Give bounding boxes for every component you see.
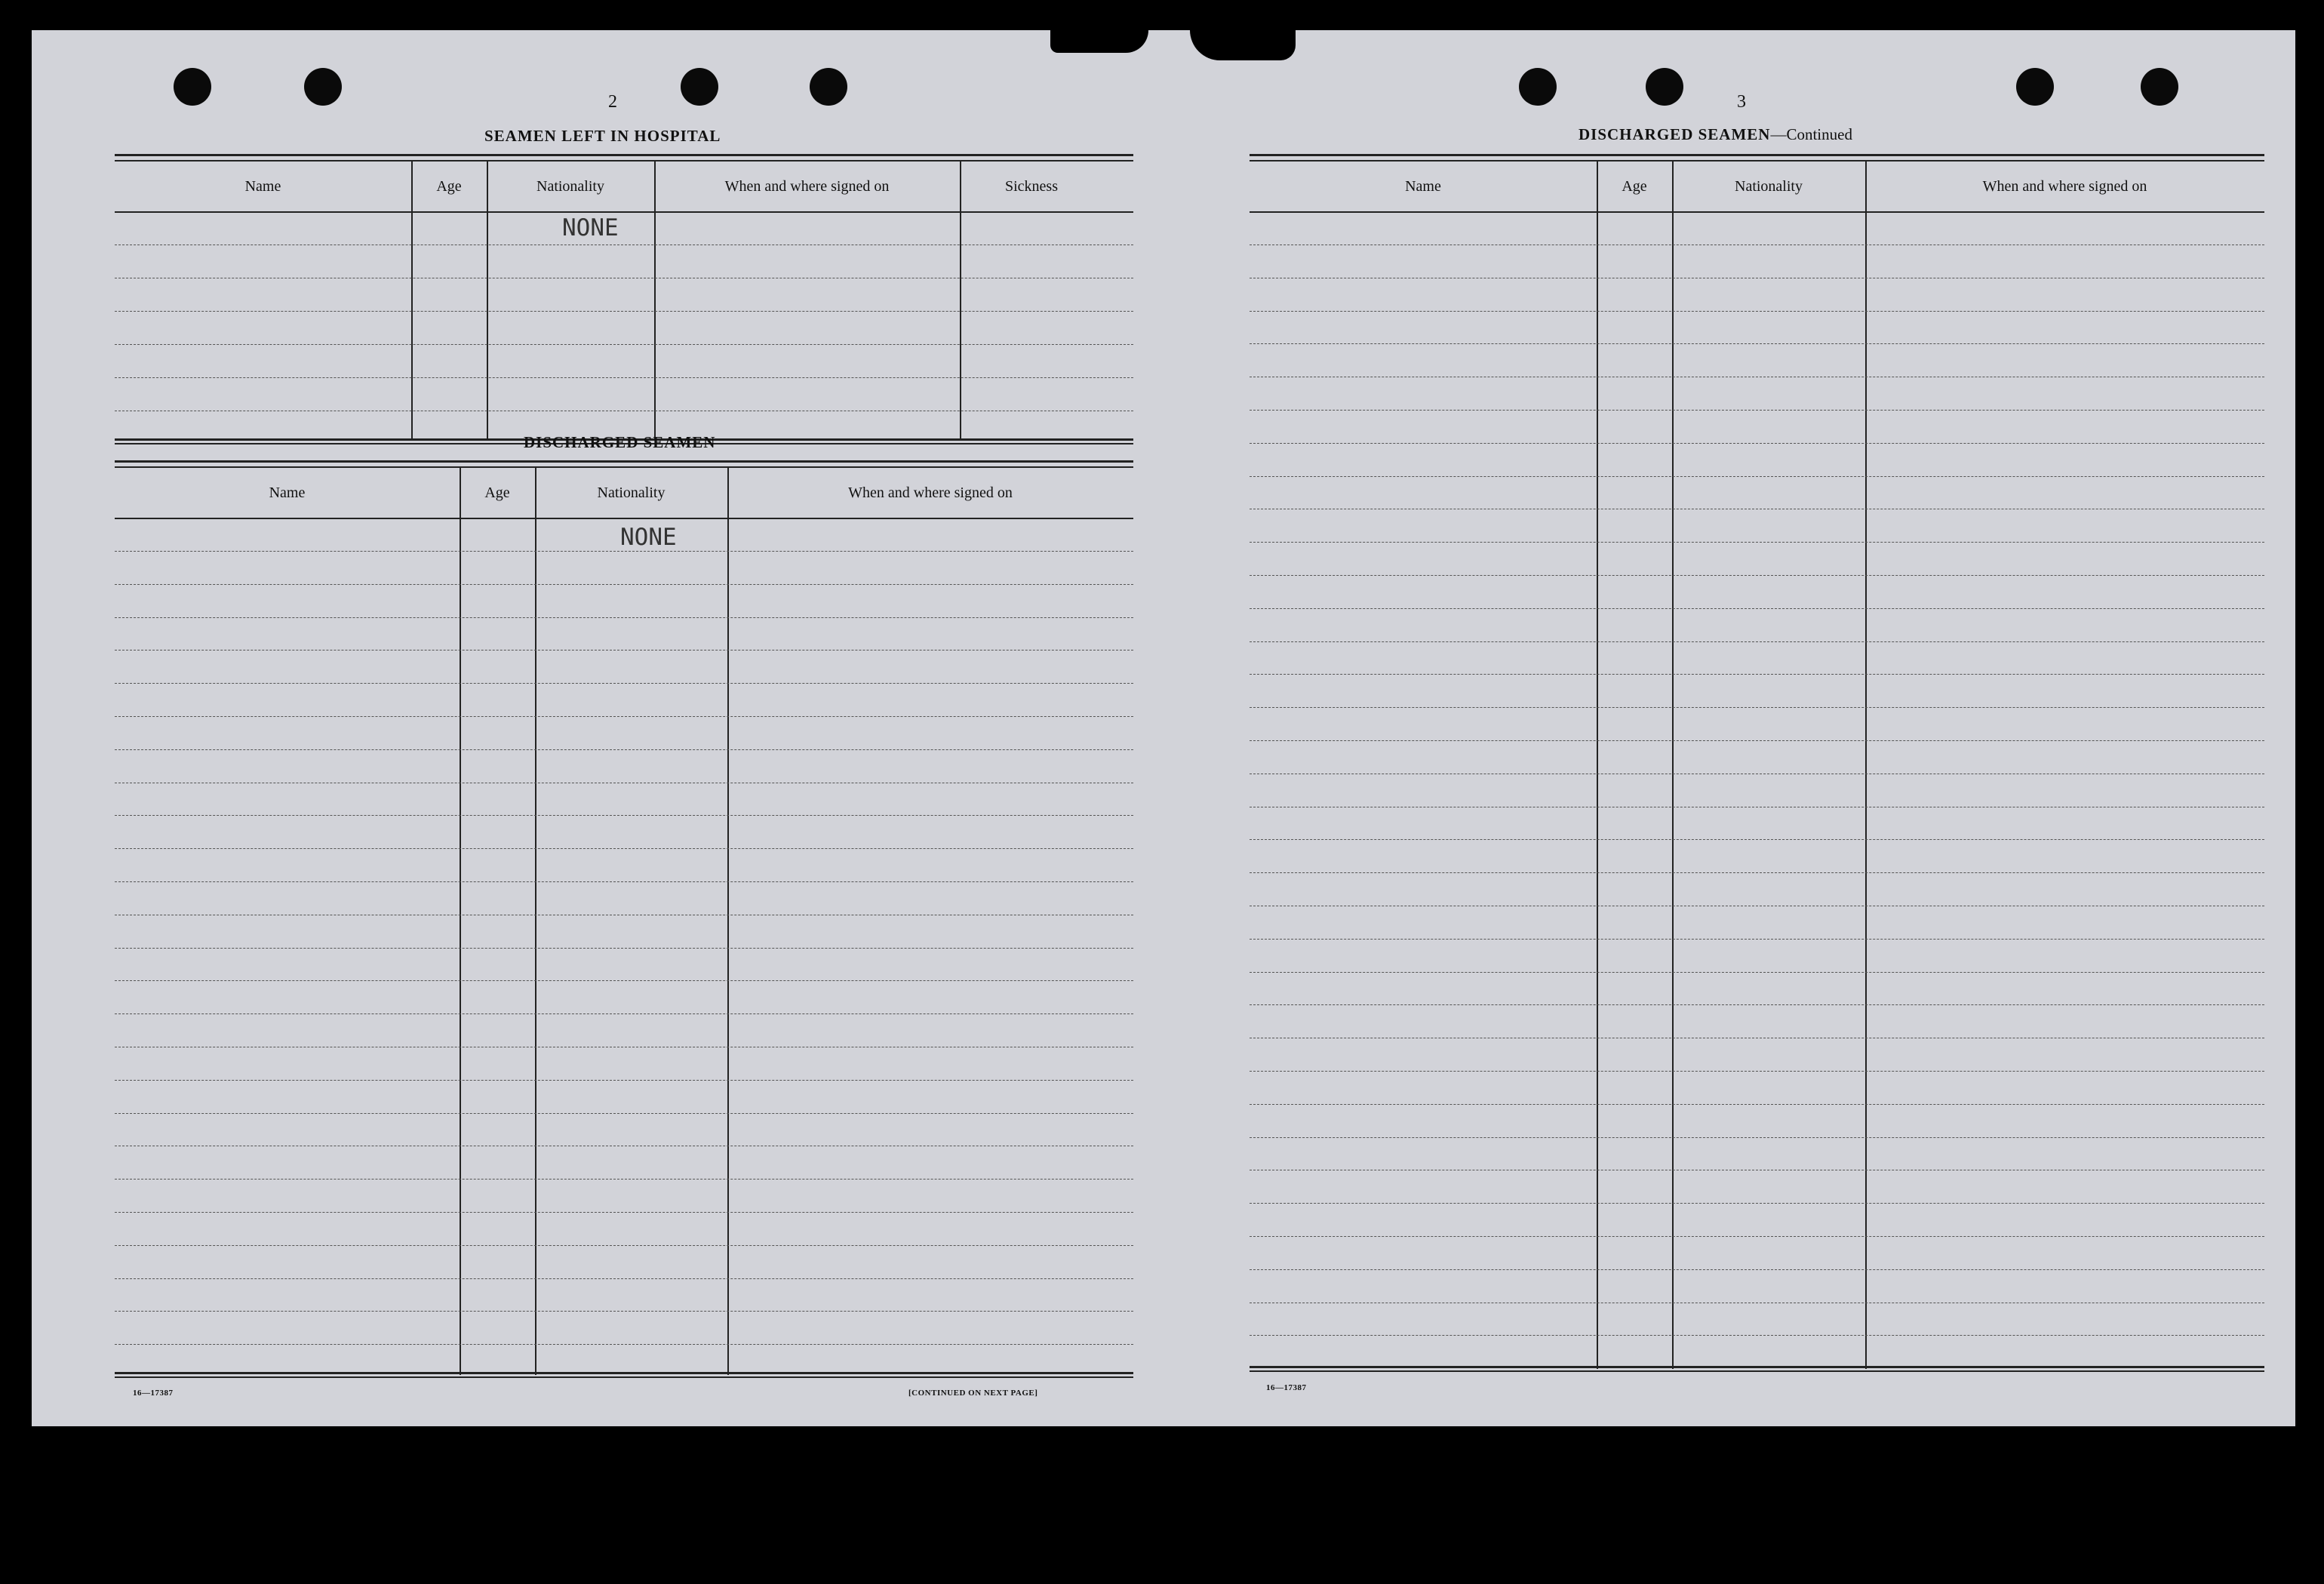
col-header-age: Age — [436, 177, 462, 195]
form-code-left: 16—17387 — [133, 1389, 174, 1398]
punch-hole — [1646, 68, 1683, 106]
entry-row-line — [115, 1278, 1133, 1279]
entry-row-line — [115, 1179, 1133, 1180]
punch-hole — [681, 68, 718, 106]
entry-row-line — [115, 848, 1133, 849]
entry-row-line — [1250, 972, 2264, 973]
entry-row-line — [115, 980, 1133, 981]
entry-row-line — [1250, 343, 2264, 344]
discharged-continued-title — [1579, 125, 1852, 144]
bottom-rule — [1250, 1366, 2264, 1368]
column-divider — [960, 161, 961, 439]
header-rule — [1250, 211, 2264, 213]
column-divider — [460, 468, 461, 1375]
entry-row-line — [115, 683, 1133, 684]
entry-row-line — [115, 1013, 1133, 1014]
entry-row-line — [1250, 674, 2264, 675]
col-header-nationality: Nationality — [1735, 177, 1803, 195]
entry-row-line — [115, 1245, 1133, 1246]
col-header-age: Age — [484, 484, 510, 501]
entry-row-line — [1250, 839, 2264, 840]
page-number-right: 3 — [1737, 92, 1746, 112]
entry-row-line — [1250, 1335, 2264, 1336]
entry-row-line — [1250, 1104, 2264, 1105]
entry-row-line — [115, 617, 1133, 618]
column-divider — [654, 161, 656, 439]
entry-row-line — [1250, 575, 2264, 576]
page-number-left: 2 — [608, 92, 617, 112]
punch-hole — [1519, 68, 1557, 106]
hospital-table — [115, 154, 1133, 444]
top-double-rule — [1250, 154, 2264, 156]
col-header-name: Name — [244, 177, 281, 195]
entry-row-line — [1250, 1137, 2264, 1138]
entry-row-line — [1250, 1203, 2264, 1204]
entry-row-line — [1250, 1269, 2264, 1270]
entry-row-line — [115, 749, 1133, 750]
punch-hole — [2141, 68, 2178, 106]
col-header-signed-on: When and where signed on — [724, 177, 890, 195]
bottom-rule — [1250, 1370, 2264, 1372]
entry-row-line — [115, 881, 1133, 882]
bottom-rule — [115, 1376, 1133, 1378]
torn-edge — [1050, 27, 1148, 53]
entry-row-line — [1250, 740, 2264, 741]
typed-entry-none: NONE — [562, 214, 619, 241]
punch-hole — [174, 68, 211, 106]
entry-row-line — [1250, 641, 2264, 642]
entry-row-line — [115, 551, 1133, 552]
entry-row-line — [115, 1113, 1133, 1114]
top-double-rule — [115, 154, 1133, 156]
entry-row-line — [115, 344, 1133, 345]
column-divider — [727, 468, 729, 1375]
punch-hole — [304, 68, 342, 106]
entry-row-line — [1250, 1236, 2264, 1237]
title-main: DISCHARGED SEAMEN — [1579, 125, 1771, 143]
col-header-age: Age — [1622, 177, 1647, 195]
column-divider — [1865, 161, 1867, 1369]
col-header-name: Name — [1405, 177, 1441, 195]
entry-row-line — [115, 716, 1133, 717]
entry-row-line — [115, 1311, 1133, 1312]
header-rule — [115, 518, 1133, 519]
col-header-nationality: Nationality — [536, 177, 604, 195]
column-divider — [535, 468, 536, 1375]
bottom-rule — [115, 1372, 1133, 1374]
discharged-title: DISCHARGED SEAMEN — [524, 433, 716, 451]
entry-row-line — [115, 948, 1133, 949]
entry-row-line — [115, 1080, 1133, 1081]
punch-hole — [810, 68, 847, 106]
entry-row-line — [1250, 872, 2264, 873]
entry-row-line — [1250, 707, 2264, 708]
entry-row-line — [1250, 608, 2264, 609]
col-header-nationality: Nationality — [597, 484, 666, 501]
entry-row-line — [1250, 410, 2264, 411]
entry-row-line — [1250, 542, 2264, 543]
typed-entry-none: NONE — [620, 524, 677, 551]
top-double-rule — [115, 460, 1133, 463]
entry-row-line — [115, 1344, 1133, 1345]
column-divider — [411, 161, 413, 439]
entry-row-line — [1250, 443, 2264, 444]
entry-row-line — [115, 650, 1133, 651]
entry-row-line — [115, 377, 1133, 378]
entry-row-line — [115, 584, 1133, 585]
entry-row-line — [1250, 476, 2264, 477]
entry-row-line — [1250, 1004, 2264, 1005]
column-divider — [1672, 161, 1674, 1369]
col-header-name: Name — [269, 484, 306, 501]
torn-edge — [1190, 27, 1296, 60]
col-header-signed-on: When and where signed on — [848, 484, 1013, 501]
form-code-right: 16—17387 — [1266, 1383, 1307, 1392]
entry-row-line — [115, 311, 1133, 312]
manifest-sheet — [32, 30, 2295, 1426]
col-header-sickness: Sickness — [1005, 177, 1058, 195]
entry-row-line — [1250, 1071, 2264, 1072]
hospital-title: SEAMEN LEFT IN HOSPITAL — [484, 127, 721, 145]
header-rule — [115, 211, 1133, 213]
discharged-table-right — [1250, 154, 2264, 1375]
entry-row-line — [1250, 311, 2264, 312]
column-divider — [1597, 161, 1598, 1369]
discharged-table-left — [115, 460, 1133, 1377]
entry-row-line — [115, 1212, 1133, 1213]
continued-note: [CONTINUED ON NEXT PAGE] — [908, 1389, 1038, 1398]
col-header-signed-on: When and where signed on — [1982, 177, 2147, 195]
punch-hole — [2016, 68, 2054, 106]
column-divider — [487, 161, 488, 439]
entry-row-line — [1250, 939, 2264, 940]
title-suffix: —Continued — [1770, 125, 1852, 143]
entry-row-line — [115, 815, 1133, 816]
